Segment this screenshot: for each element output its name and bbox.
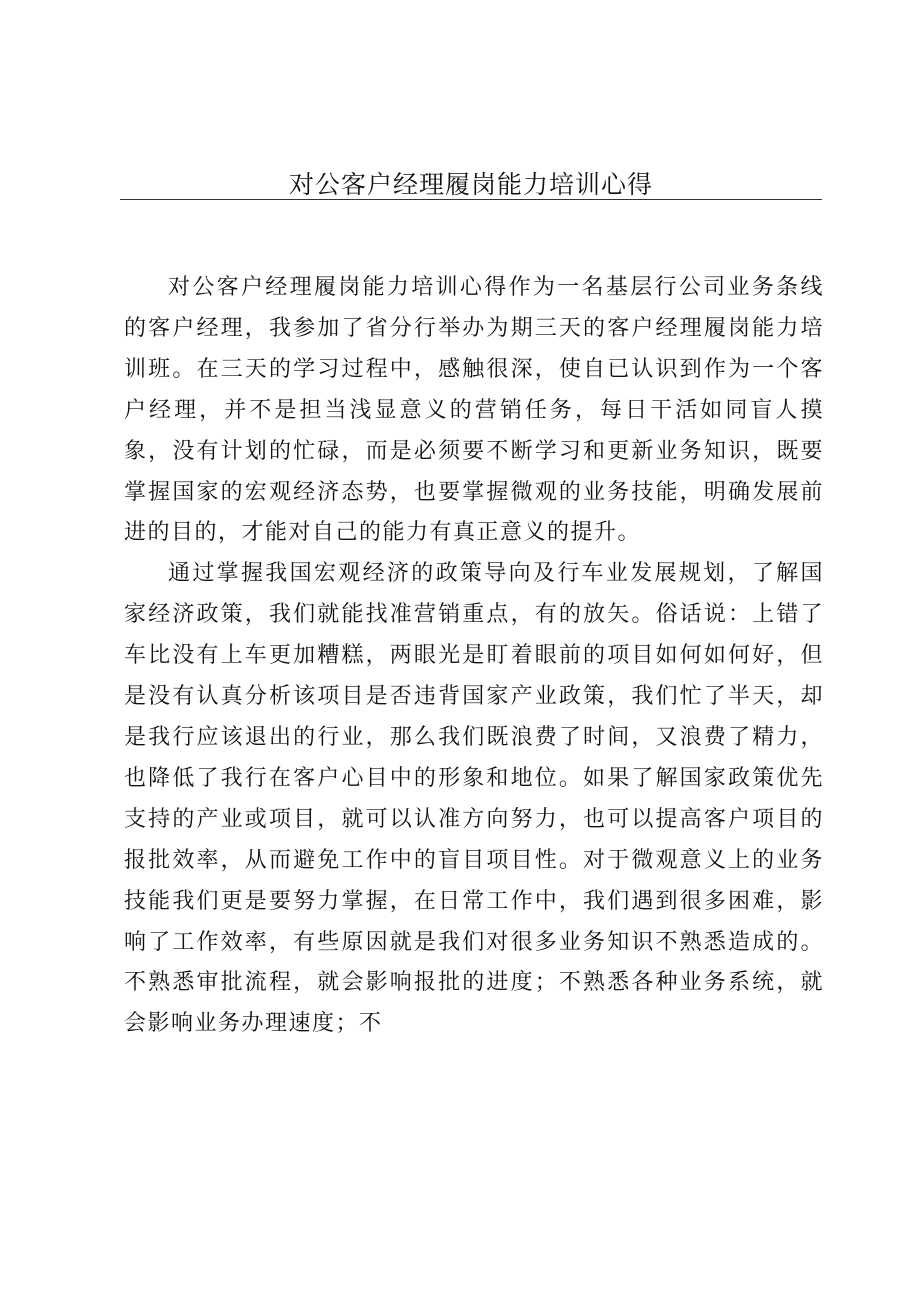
document-body [124,268,824,1045]
paragraph-1: 对公客户经理履岗能力培训心得作为一名基层行公司业务条线的客户经理，我参加了省分行举办为期三天的客户经理履岗能力培训班。在三天的学习过程中，感触很深，使自已认识到作为一个客户经理，并不是担当浅显意义的营销任务，每日干活如同盲人摸象，没有计划的忙碌，而是必须要不断学习和更新业务知识，既要掌握国家的宏观经济态势，也要掌握微观的业务技能，明确发展前进的目的，才能对自己的能力有真正意义的提升。 [124,275,824,546]
paragraph-2: 通过掌握我国宏观经济的政策导向及行车业发展规划，了解国家经济政策，我们就能找准营销重点，有的放矢。俗话说：上错了车比没有上车更加糟糕，两眼光是盯着眼前的项目如何如何好，但是没有认真分析该项目是否违背国家产业政策，我们忙了半天，却是我行应该退出的行业，那么我们既浪费了时间，又浪费了精力，也降低了我行在客户心目中的形象和地位。如果了解国家政策优先支持的产业或项目，就可以认准方向努力，也可以提高客户项目的报批效率，从而避免工作中的盲目项目性。对于微观意义上的业务技能我们更是要努力掌握，在日常工作中，我们遇到很多困难，影响了工作效率，有些原因就是我们对很多业务知识不熟悉造成的。不熟悉审批流程，就会影响报批的进度；不熟悉各种业务系统，就会影响业务办理速度；不 [124,561,824,1037]
title-underline [120,199,822,200]
document-title: 对公客户经理履岗能力培训心得 [288,170,653,199]
